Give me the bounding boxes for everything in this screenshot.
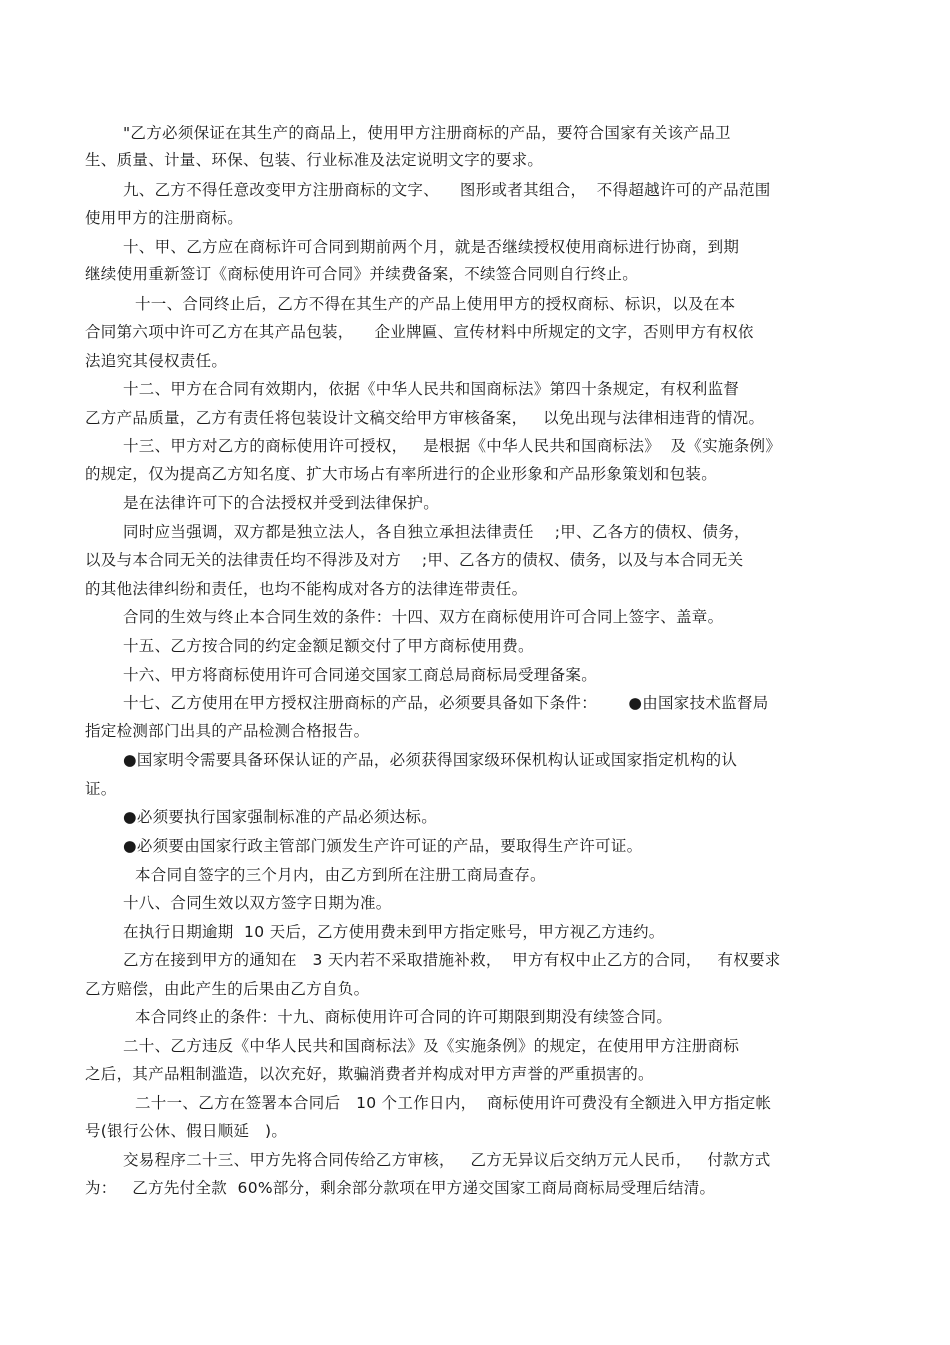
text-line: 的规定，仅为提高乙方知名度、扩大市场占有率所进行的企业形象和产品形象策划和包装。 [85,465,718,483]
text-line: ●必须要由国家行政主管部门颁发生产许可证的产品，要取得生产许可证。 [123,837,643,855]
text-line: 二十、乙方违反《中华人民共和国商标法》及《实施条例》的规定，在使用甲方注册商标 [123,1037,740,1055]
text-line: 十二、甲方在合同有效期内，依据《中华人民共和国商标法》第四十条规定，有权利监督 [123,380,740,398]
text-line: 乙方产品质量，乙方有责任将包装设计文稿交给甲方审核备案， 以免出现与法律相违背的情况。 [85,409,765,427]
text-line: 十五、乙方按合同的约定金额足额交付了甲方商标使用费。 [123,637,534,655]
text-line: "乙方必须保证在其生产的商品上，使用甲方注册商标的产品，要符合国家有关该产品卫 [123,124,731,142]
text-line: 十七、乙方使用在甲方授权注册商标的产品，必须要具备如下条件： ●由国家技术监督局 [123,694,769,712]
text-line: 使用甲方的注册商标。 [85,209,244,227]
text-line: 本合同自签字的三个月内，由乙方到所在注册工商局查存。 [135,866,546,884]
text-line: 乙方赔偿，由此产生的后果由乙方自负。 [85,980,370,998]
text-line: 十六、甲方将商标使用许可合同递交国家工商总局商标局受理备案。 [123,666,598,684]
text-line: 交易程序二十三、甲方先将合同传给乙方审核， 乙方无异议后交纳万元人民币， 付款方式 [123,1151,771,1169]
text-line: 合同的生效与终止本合同生效的条件：十四、双方在商标使用许可合同上签字、盖章。 [123,608,724,626]
text-line: 同时应当强调，双方都是独立法人，各自独立承担法律责任 ;甲、乙各方的债权、债务， [123,523,750,541]
text-line: 本合同终止的条件：十九、商标使用许可合同的许可期限到期没有续签合同。 [135,1008,673,1026]
text-line: 乙方在接到甲方的通知在 3 天内若不采取措施补救， 甲方有权中止乙方的合同， 有权要求 [123,951,781,969]
text-line: 之后，其产品粗制滥造，以次充好，欺骗消费者并构成对甲方声誉的严重损害的。 [85,1065,654,1083]
text-line: 十一、合同终止后，乙方不得在其生产的产品上使用甲方的授权商标、标识，以及在本 [135,295,736,313]
text-line: 是在法律许可下的合法授权并受到法律保护。 [123,494,440,512]
text-line: 在执行日期逾期 10 天后，乙方使用费未到甲方指定账号，甲方视乙方违约。 [123,923,665,941]
text-line: 十八、合同生效以双方签字日期为准。 [123,894,392,912]
text-line: 证。 [85,780,117,798]
text-line: ●国家明令需要具备环保认证的产品，必须获得国家级环保机构认证或国家指定机构的认 [123,751,738,769]
text-line: 法追究其侵权责任。 [85,352,228,370]
text-line: 的其他法律纠纷和责任，也均不能构成对各方的法律连带责任。 [85,580,528,598]
text-line: ●必须要执行国家强制标准的产品必须达标。 [123,808,438,826]
text-line: 指定检测部门出具的产品检测合格报告。 [85,722,370,740]
text-line: 生、质量、计量、环保、包装、行业标准及法定说明文字的要求。 [85,151,544,169]
text-line: 号(银行公休、假日顺延 )。 [85,1122,288,1140]
text-line: 二十一、乙方在签署本合同后 10 个工作日内， 商标使用许可费没有全额进入甲方指定帐 [135,1094,772,1112]
text-line: 十三、甲方对乙方的商标使用许可授权， 是根据《中华人民共和国商标法》 及《实施条例》 [123,437,782,455]
text-line: 九、乙方不得任意改变甲方注册商标的文字、 图形或者其组合， 不得超越许可的产品范围 [123,181,771,199]
text-line: 以及与本合同无关的法律责任均不得涉及对方 ;甲、乙各方的债权、债务，以及与本合同无关 [85,551,744,569]
text-line: 十、甲、乙方应在商标许可合同到期前两个月，就是否继续授权使用商标进行协商，到期 [123,238,740,256]
text-line: 为： 乙方先付全款 60%部分，剩余部分款项在甲方递交国家工商局商标局受理后结清。 [85,1179,716,1197]
text-line: 合同第六项中许可乙方在其产品包装， 企业牌匾、宣传材料中所规定的文字，否则甲方有权依 [85,323,754,341]
text-line: 继续使用重新签订《商标使用许可合同》并续费备案，不续签合同则自行终止。 [85,265,639,283]
